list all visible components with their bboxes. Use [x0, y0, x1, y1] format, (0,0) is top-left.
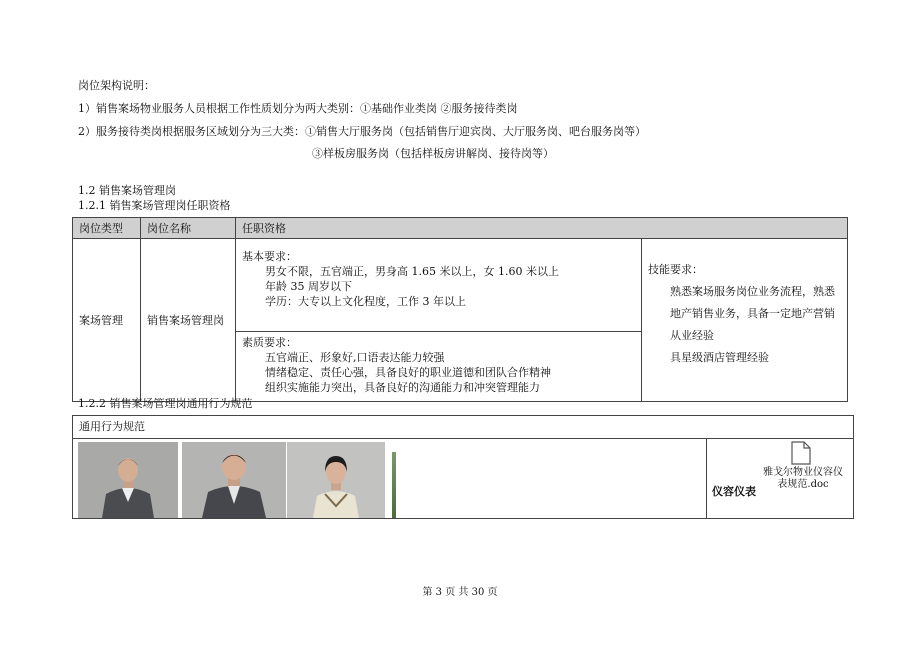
attachment-filename[interactable]	[762, 467, 844, 491]
post-type-cell: 案场管理	[73, 239, 141, 402]
qualification-table	[72, 217, 848, 402]
header-post-name: 岗位名称	[141, 218, 236, 239]
section-1-2-title: 1.2 销售案场管理岗	[78, 184, 176, 197]
skill-line: 熟悉案场服务岗位业务流程，熟悉	[670, 285, 835, 298]
basic-item: 年龄 35 周岁以下	[265, 280, 352, 293]
header-post-type: 岗位类型	[73, 218, 141, 239]
section-1-2-1-title: 1.2.1 销售案场管理岗任职资格	[78, 199, 231, 212]
staff-photo-male-1	[78, 442, 178, 518]
post-name-cell: 销售案场管理岗	[141, 239, 236, 402]
intro-line-2: 2）服务接待类岗根据服务区域划分为三大类：①销售大厅服务岗（包括销售厅迎宾岗、大厅服务岗、吧台服务岗等）	[78, 125, 646, 138]
behavior-divider	[706, 439, 707, 518]
quality-item: 五官端正、形象好,口语表达能力较强	[265, 351, 445, 364]
staff-photo-male-2	[182, 442, 286, 518]
basic-requirements-cell	[236, 239, 642, 332]
intro-line-3: ③样板房服务岗（包括样板房讲解岗、接待岗等）	[312, 147, 554, 160]
skill-requirements-cell	[642, 239, 848, 402]
section-1-2-2-title: 1.2.2 销售案场管理岗通用行为规范	[78, 397, 253, 410]
quality-item: 组织实施能力突出，具备良好的沟通能力和冲突管理能力	[265, 381, 540, 394]
behavior-table-header: 通用行为规范	[73, 416, 853, 439]
quality-requirements-title: 素质要求：	[242, 336, 297, 349]
appearance-label: 仪容仪表	[712, 485, 756, 498]
basic-item: 学历：大专以上文化程度，工作 3 年以上	[265, 295, 466, 308]
skill-requirements-title: 技能要求：	[648, 263, 703, 276]
attachment-filename-line-2: 表规范.doc	[777, 479, 829, 490]
attachment-filename-line-1: 雅戈尔物业仪容仪	[763, 467, 843, 478]
document-icon[interactable]	[791, 441, 811, 468]
header-qualification: 任职资格	[236, 218, 848, 239]
quality-item: 情绪稳定、责任心强，具备良好的职业道德和团队合作精神	[265, 366, 551, 379]
page-footer: 第 3 页 共 30 页	[422, 587, 498, 598]
skill-line: 具星级酒店管理经验	[670, 351, 769, 364]
skill-line: 从业经验	[670, 329, 714, 342]
intro-heading: 岗位架构说明：	[78, 79, 155, 92]
basic-requirements-title: 基本要求：	[242, 250, 297, 263]
photo-edge-strip	[392, 452, 396, 518]
quality-requirements-cell	[236, 332, 642, 402]
staff-photo-female	[287, 442, 385, 518]
skill-line: 地产销售业务，具备一定地产营销	[670, 307, 835, 320]
intro-line-1: 1）销售案场物业服务人员根据工作性质划分为两大类别：①基础作业类岗 ②服务接待类岗	[78, 102, 518, 115]
basic-item: 男女不限，五官端正，男身高 1.65 米以上，女 1.60 米以上	[265, 265, 559, 278]
